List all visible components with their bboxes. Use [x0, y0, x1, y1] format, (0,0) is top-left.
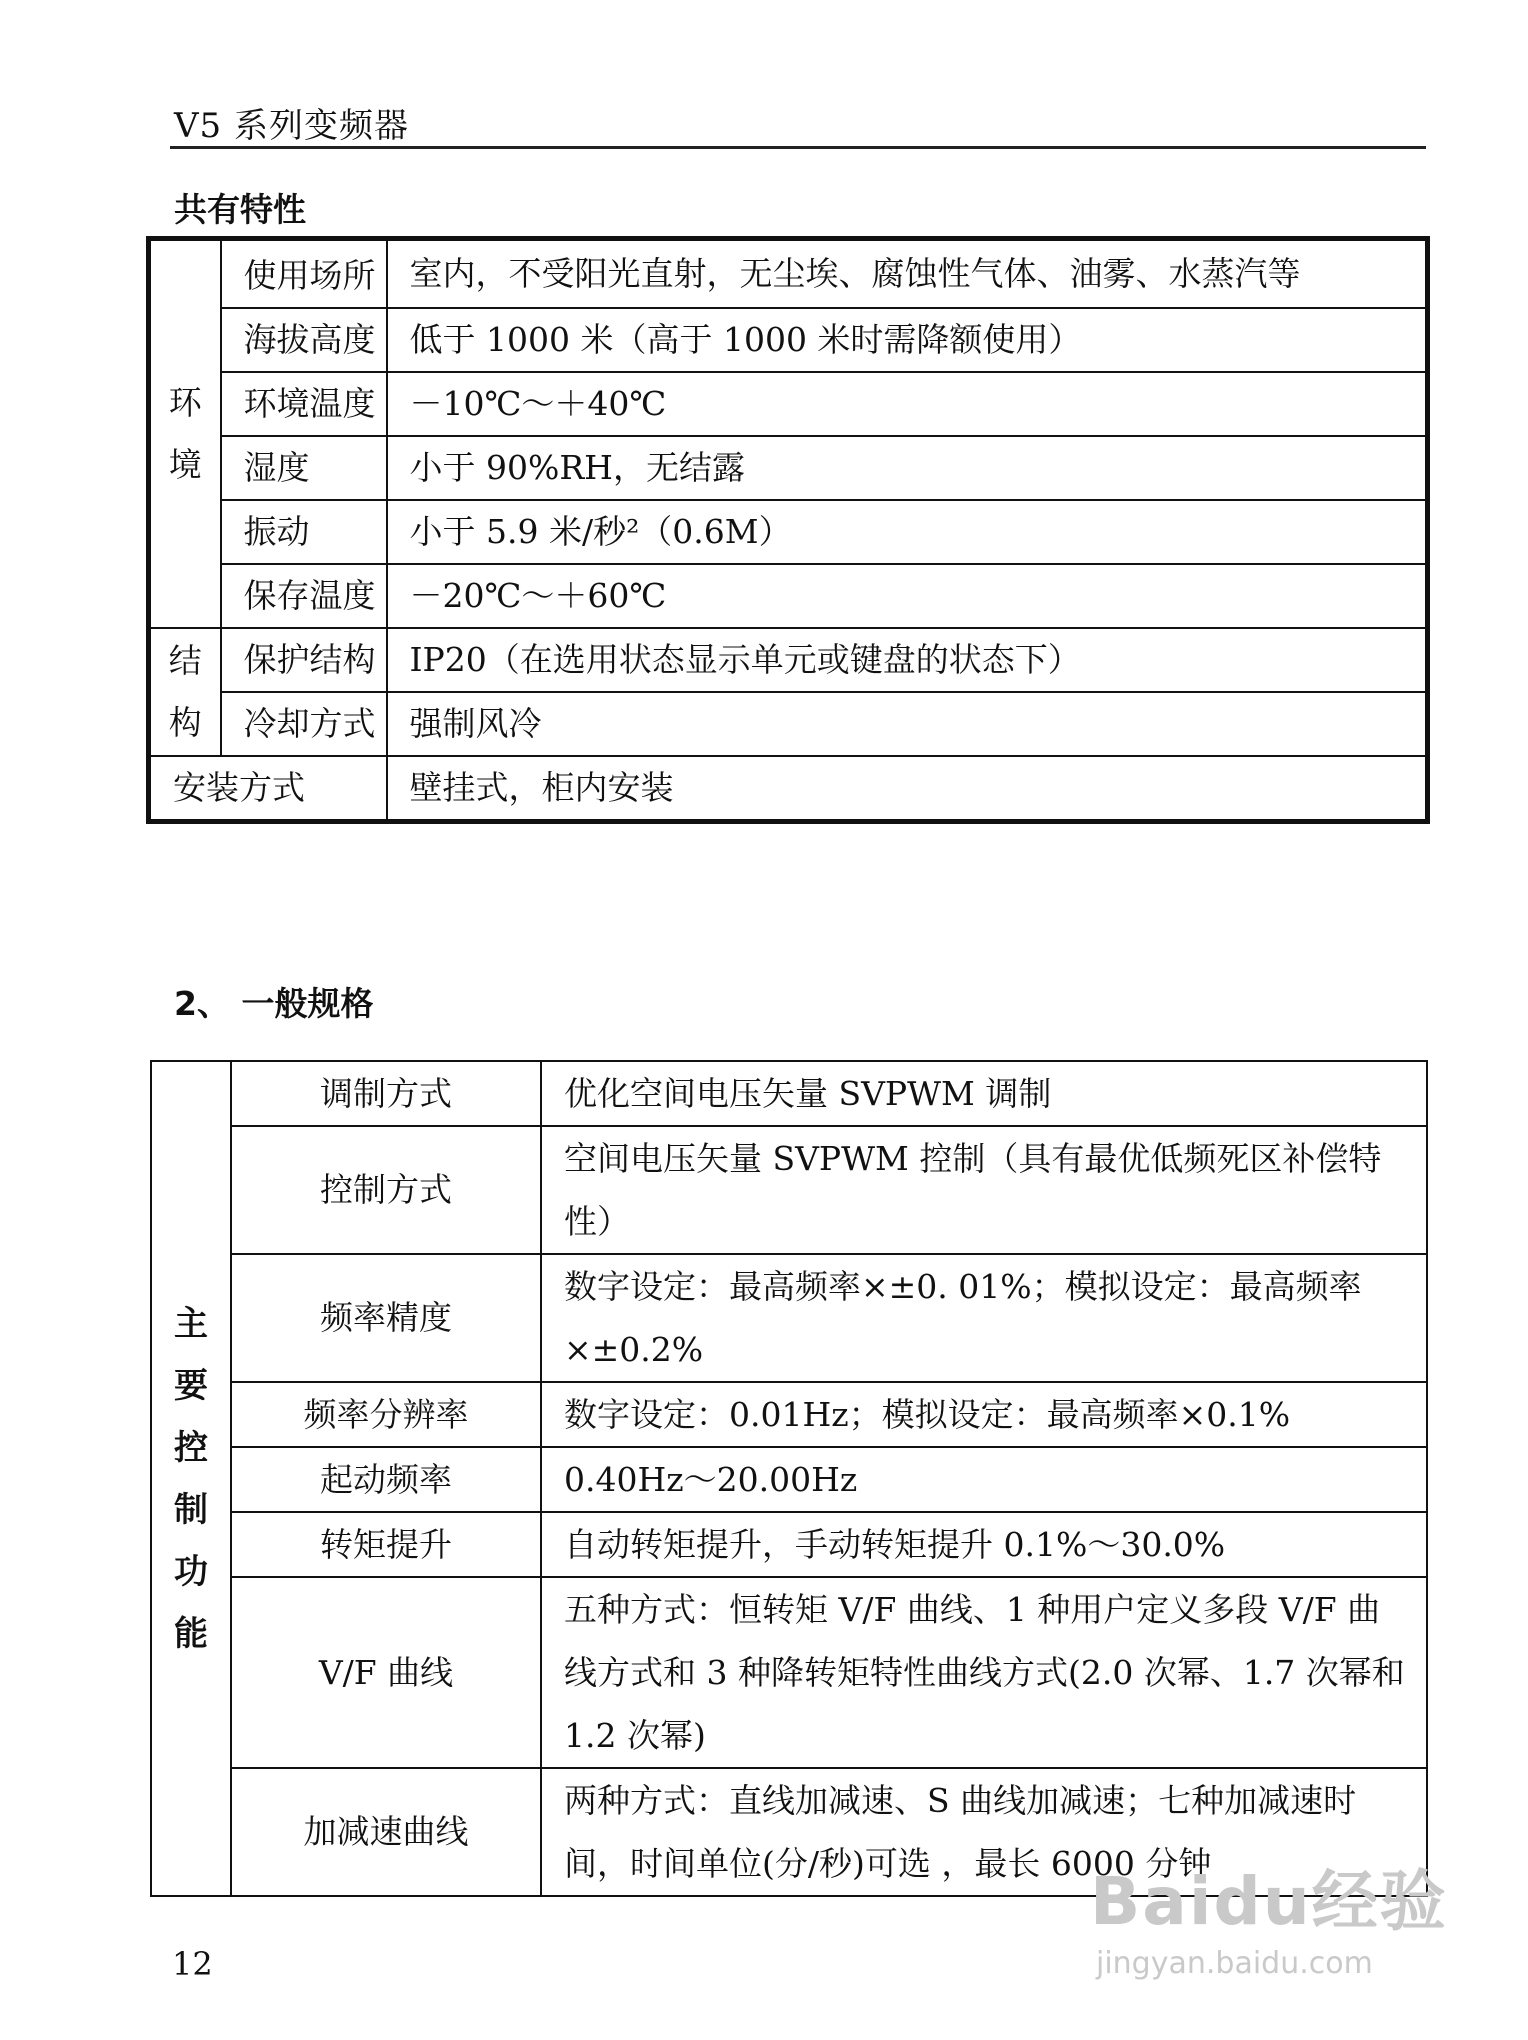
table-row: [149, 308, 1428, 372]
spec-label: 起动频率: [231, 1447, 541, 1512]
page-number: 12: [172, 1945, 213, 1983]
table-row: [149, 500, 1428, 564]
table-row: [149, 372, 1428, 436]
watermark-url: jingyan.baidu.com: [1096, 1946, 1373, 1981]
section2-heading: 2、 一般规格: [174, 984, 374, 1023]
item-value: －10℃～＋40℃: [387, 372, 1428, 436]
item-label: 使用场所: [221, 239, 387, 309]
baidu-watermark: [1090, 1862, 1470, 2012]
document-header-title: V5 系列变频器: [174, 106, 409, 146]
category-structure: 结 构: [149, 628, 221, 756]
spec-label: V/F 曲线: [231, 1577, 541, 1768]
section1-heading: 共有特性: [174, 190, 306, 229]
category-main-control-functions: 主 要 控 制 功 能: [151, 1061, 231, 1896]
spec-label: 控制方式: [231, 1126, 541, 1254]
table-row: [151, 1382, 1427, 1447]
item-label: 保存温度: [221, 564, 387, 628]
table-row: [151, 1447, 1427, 1512]
table-row: [151, 1061, 1427, 1126]
spec-value: 数字设定：最高频率×±0. 01%；模拟设定：最高频率×±0.2%: [541, 1254, 1427, 1382]
table-row: [151, 1126, 1427, 1254]
install-value: 壁挂式，柜内安装: [387, 756, 1428, 822]
table-row: [149, 628, 1428, 692]
table-row: [149, 564, 1428, 628]
general-specifications-table: [150, 1060, 1428, 1897]
item-label: 振动: [221, 500, 387, 564]
spec-value: 0.40Hz～20.00Hz: [541, 1447, 1427, 1512]
spec-value: 两种方式：直线加减速、S 曲线加减速；七种加减速时间，时间单位(分/秒)可选 ，最长 6000 分钟: [541, 1768, 1427, 1896]
item-value: 小于 5.9 米/秒²（0.6M）: [387, 500, 1428, 564]
common-characteristics-table: [146, 236, 1430, 824]
spec-value: 五种方式：恒转矩 V/F 曲线、1 种用户定义多段 V/F 曲线方式和 3 种降转矩特性曲线方式(2.0 次幂、1.7 次幂和 1.2 次幂): [541, 1577, 1427, 1768]
table-row: [151, 1512, 1427, 1577]
install-label: 安装方式: [149, 756, 387, 822]
item-value: 低于 1000 米（高于 1000 米时需降额使用）: [387, 308, 1428, 372]
item-value: IP20（在选用状态显示单元或键盘的状态下）: [387, 628, 1428, 692]
item-value: 室内，不受阳光直射，无尘埃、腐蚀性气体、油雾、水蒸汽等: [387, 239, 1428, 309]
table-row: [149, 436, 1428, 500]
item-label: 环境温度: [221, 372, 387, 436]
spec-value: 数字设定：0.01Hz；模拟设定：最高频率×0.1%: [541, 1382, 1427, 1447]
spec-label: 调制方式: [231, 1061, 541, 1126]
item-label: 冷却方式: [221, 692, 387, 756]
item-label: 海拔高度: [221, 308, 387, 372]
table-row: [149, 239, 1428, 309]
spec-label: 转矩提升: [231, 1512, 541, 1577]
item-label: 保护结构: [221, 628, 387, 692]
table-row: [149, 756, 1428, 822]
spec-value: 空间电压矢量 SVPWM 控制（具有最优低频死区补偿特性）: [541, 1126, 1427, 1254]
spec-label: 频率精度: [231, 1254, 541, 1382]
table-row: [149, 692, 1428, 756]
category-environment: 环 境: [149, 239, 221, 629]
item-value: 小于 90%RH，无结露: [387, 436, 1428, 500]
item-label: 湿度: [221, 436, 387, 500]
header-rule: [170, 146, 1426, 149]
spec-label: 加减速曲线: [231, 1768, 541, 1896]
spec-label: 频率分辨率: [231, 1382, 541, 1447]
spec-value: 优化空间电压矢量 SVPWM 调制: [541, 1061, 1427, 1126]
watermark-logo: Baidu经验: [1090, 1863, 1448, 1940]
table-row: [151, 1577, 1427, 1768]
table-row: [151, 1254, 1427, 1382]
spec-value: 自动转矩提升，手动转矩提升 0.1%～30.0%: [541, 1512, 1427, 1577]
item-value: 强制风冷: [387, 692, 1428, 756]
item-value: －20℃～＋60℃: [387, 564, 1428, 628]
